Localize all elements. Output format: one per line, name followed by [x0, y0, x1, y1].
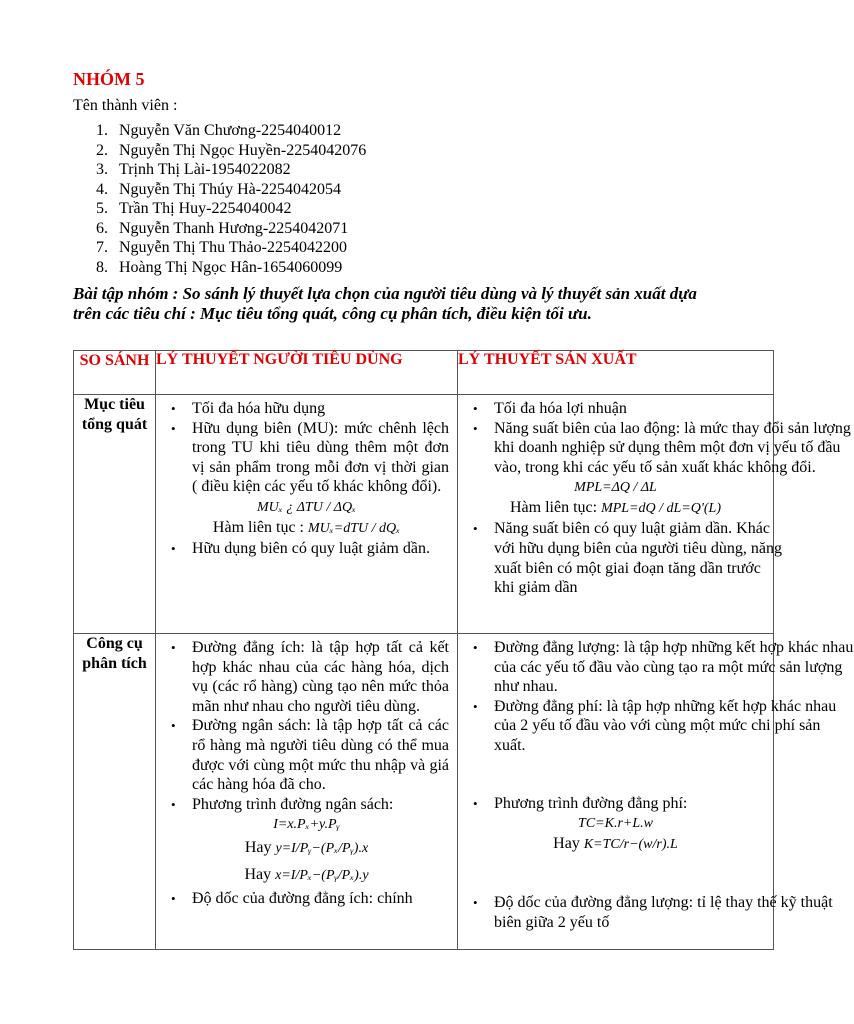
formula-isocost: TC=K.r+L.w [578, 816, 653, 832]
list-item: • Tối đa hóa hữu dụng [156, 399, 457, 419]
row-label-muc-tieu: Mục tiêu tổng quát [74, 395, 156, 634]
cell-producer-objective [458, 395, 851, 634]
formula-label: Hàm liên tục : [212, 518, 304, 536]
list-item: 8. Hoàng Thị Ngọc Hân-1654060099 [96, 258, 343, 276]
list-item: 4. Nguyễn Thị Thúy Hà-2254042054 [96, 180, 342, 198]
group-title: NHÓM 5 [73, 69, 145, 89]
list-item: 2. Nguyễn Thị Ngọc Huyền-2254042076 [96, 141, 367, 159]
member-list [73, 121, 366, 277]
task-description: Bài tập nhóm : So sánh lý thuyết lựa chọn của người tiêu dùng và lý thuyết sản xuất dựa trên các tiêu chí : Mục tiêu tổng quát, công cụ phân tích, điều kiện tối ưu. [73, 284, 697, 323]
list-item: 7. Nguyễn Thị Thu Thảo-2254042200 [96, 239, 347, 256]
list-item: • Đường đẳng phí: là tập hợp những kết hợp khác nhau của 2 yếu tố đầu vào với cùng một mức chi phí sản xuất. [458, 697, 854, 756]
table-row [74, 395, 774, 634]
list-item: • Đường đẳng ích: là tập hợp tất cả kết hợp khác nhau của các hàng hóa, dịch vụ (các rổ hàng) cùng tạo nên mức thỏa mãn như nhau cho người tiêu dùng. [156, 638, 457, 716]
formula-label: Hay [244, 839, 272, 857]
cell-producer-tools [458, 634, 854, 950]
list-item: 1. Nguyễn Văn Chương-2254040012 [96, 122, 342, 139]
formula-mpl: MPL=ΔQ / ΔL [574, 480, 657, 496]
header-consumer-theory: LÝ THUYẾT NGƯỜI TIÊU DÙNG [156, 351, 458, 395]
list-item: • Độ dốc của đường đẳng lượng: tỉ lệ thay thế kỹ thuật biên giữa 2 yếu tố [458, 893, 854, 932]
formula-label: Hay [244, 866, 272, 884]
formula-budget-y: y=I/Pᵧ−(Pₓ/Pᵧ).x [275, 841, 369, 857]
formula-mpl-continuous: MPL=dQ / dL=Q'(L) [601, 501, 721, 517]
header-production-theory: LÝ THUYẾT SẢN XUẤT [458, 351, 774, 395]
table-row [74, 634, 774, 950]
comparison-table [73, 350, 854, 950]
list-item: • Hữu dụng biên (MU): mức chênh lệch trong TU khi tiêu dùng thêm một đơn vị sản phẩm trong mỗi đơn vị thời gian ( điều kiện các yếu tố khác không đổi). [156, 419, 457, 497]
list-item: • Tối đa hóa lợi nhuận [458, 399, 773, 419]
list-item: • Phương trình đường đẳng phí: [458, 794, 773, 814]
formula-mu: MUₓ ¿ ΔTU / ΔQₓ [256, 499, 357, 515]
formula-mu-continuous: MUₓ=dTU / dQₓ [308, 520, 401, 536]
list-item: 6. Nguyễn Thanh Hương-2254042071 [96, 219, 349, 237]
list-item: 5. Trần Thị Huy-2254040042 [96, 200, 292, 217]
formula-budget: I=x.Pₓ+y.Pᵧ [273, 817, 340, 833]
formula-label: Hay [553, 835, 580, 853]
list-item: • Năng suất biên có quy luật giảm dần. Khác với hữu dụng biên của người tiêu dùng, năng xuất biên có một giai đoạn tăng dần trước khi giảm dần [458, 519, 784, 597]
cell-consumer-objective [156, 395, 458, 634]
formula-label: Hàm liên tục: [510, 499, 598, 517]
list-item: 3. Trịnh Thị Lài-1954022082 [96, 161, 291, 178]
table-header-row [74, 351, 774, 395]
cell-consumer-tools [156, 634, 458, 950]
list-item: • Đường ngân sách: là tập hợp tất cả các rổ hàng mà người tiêu dùng có thể mua được với cùng một mức thu nhập và giá các hàng hóa đã cho. [156, 716, 457, 794]
list-item: • Phương trình đường ngân sách: [156, 795, 457, 815]
list-item: • Đường đẳng lượng: là tập hợp những kết hợp khác nhau của các yếu tố đầu vào cùng tạo ra một mức sản lượng như nhau. [458, 638, 854, 697]
list-item: • Hữu dụng biên có quy luật giảm dần. [156, 539, 457, 559]
formula-budget-x: x=I/Pₓ−(Pᵧ/Pₓ).y [275, 868, 369, 884]
header-so-sanh: SO SÁNH [74, 351, 156, 395]
list-item: • Độ dốc của đường đẳng ích: chính [156, 889, 457, 909]
formula-isocost-k: K=TC/r−(w/r).L [583, 837, 678, 853]
list-item: • Năng suất biên của lao động: là mức thay đổi sản lượng khi doanh nghiệp sử dụng thêm một đơn vị yếu tố đầu vào, trong khi các yếu tố sản xuất khác không đổi. [458, 419, 854, 478]
row-label-cong-cu: Công cụ phân tích [74, 634, 156, 950]
members-label: Tên thành viên : [73, 97, 178, 114]
